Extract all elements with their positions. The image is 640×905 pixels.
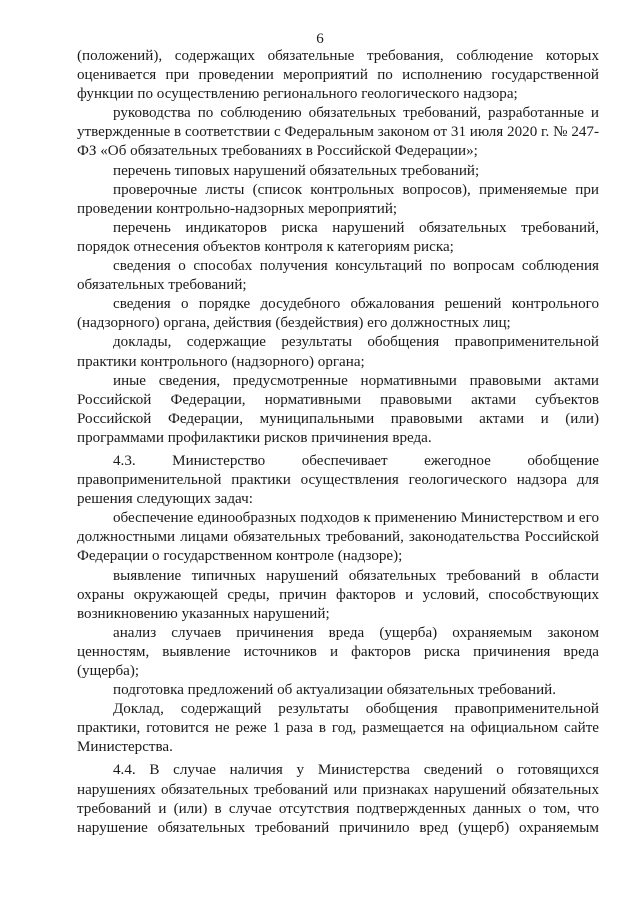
paragraph-consultations: сведения о способах получения консультаций по вопросам соблюдения обязательных требований; <box>77 258 599 294</box>
paragraph-reports: доклады, содержащие результаты обобщения правоприменительной практики контрольного (надзорного) органа; <box>77 334 599 370</box>
paragraph-guidance: руководства по соблюдению обязательных требований, разработанные и утвержденные в соответствии с Федеральным законом от 31 июля 2020 г. № 247-ФЗ «Об обязательных требованиях в Российской Федерации»; <box>77 105 599 160</box>
paragraph-harm-analysis: анализ случаев причинения вреда (ущерба) охраняемым законом ценностям, выявление источников и факторов риска причинения вреда (ущерба); <box>77 624 599 679</box>
paragraph-section-4-3: 4.3. Министерство обеспечивает ежегодное обобщение правоприменительной практики осуществления геологического надзора для решения следующих задач: <box>77 452 599 508</box>
paragraph-uniform-approaches: обеспечение единообразных подходов к применению Министерством и его должностными лицами обязательных требований, законодательства Российской Федерации о государственном контроле (надзоре); <box>77 510 599 565</box>
paragraph-typical-violations: перечень типовых нарушений обязательных требований; <box>113 162 480 179</box>
paragraph-risk-indicators: перечень индикаторов риска нарушений обязательных требований, порядок отнесения объектов контроля к категориям риска; <box>77 219 599 255</box>
paragraph-annual-report: Доклад, содержащий результаты обобщения правоприменительной практики, готовится не реже 1 раза в год, размещается на официальном сайте Министерства. <box>77 701 599 756</box>
paragraph-section-4-4: 4.4. В случае наличия у Министерства сведений о готовящихся нарушениях обязательных требований или признаках нарушений обязательных требований и (или) в случае отсутствия подтвержденных данных о том, что нарушение обязательных требований причинило вред (ущерб) охраняемым <box>77 762 599 836</box>
paragraph-proposals: подготовка предложений об актуализации обязательных требований. <box>113 682 557 699</box>
page-number: 6 <box>316 31 324 47</box>
document-body <box>77 47 599 838</box>
paragraph-appeal-procedure: сведения о порядке досудебного обжалования решений контрольного (надзорного) органа, действия (бездействия) его должностных лиц; <box>77 296 599 332</box>
paragraph-checklists: проверочные листы (список контрольных вопросов), применяемые при проведении контрольно-надзорных мероприятий; <box>77 181 599 217</box>
paragraph-other-information: иные сведения, предусмотренные нормативными правовыми актами Российской Федерации, нормативными правовыми актами субъектов Российской Федерации, муниципальными правовыми актами и (или) программами профилактики рисков причинения вреда. <box>77 372 599 446</box>
paragraph-list-intro-continuation: (положений), содержащих обязательные требования, соблюдение которых оценивается при проведении мероприятий по исполнению государственной функции по осуществлению регионального геологического надзора; <box>77 48 599 103</box>
paragraph-typical-violations-detection: выявление типичных нарушений обязательных требований в области охраны окружающей среды, причин факторов и условий, способствующих возникновению указанных нарушений; <box>77 567 599 622</box>
